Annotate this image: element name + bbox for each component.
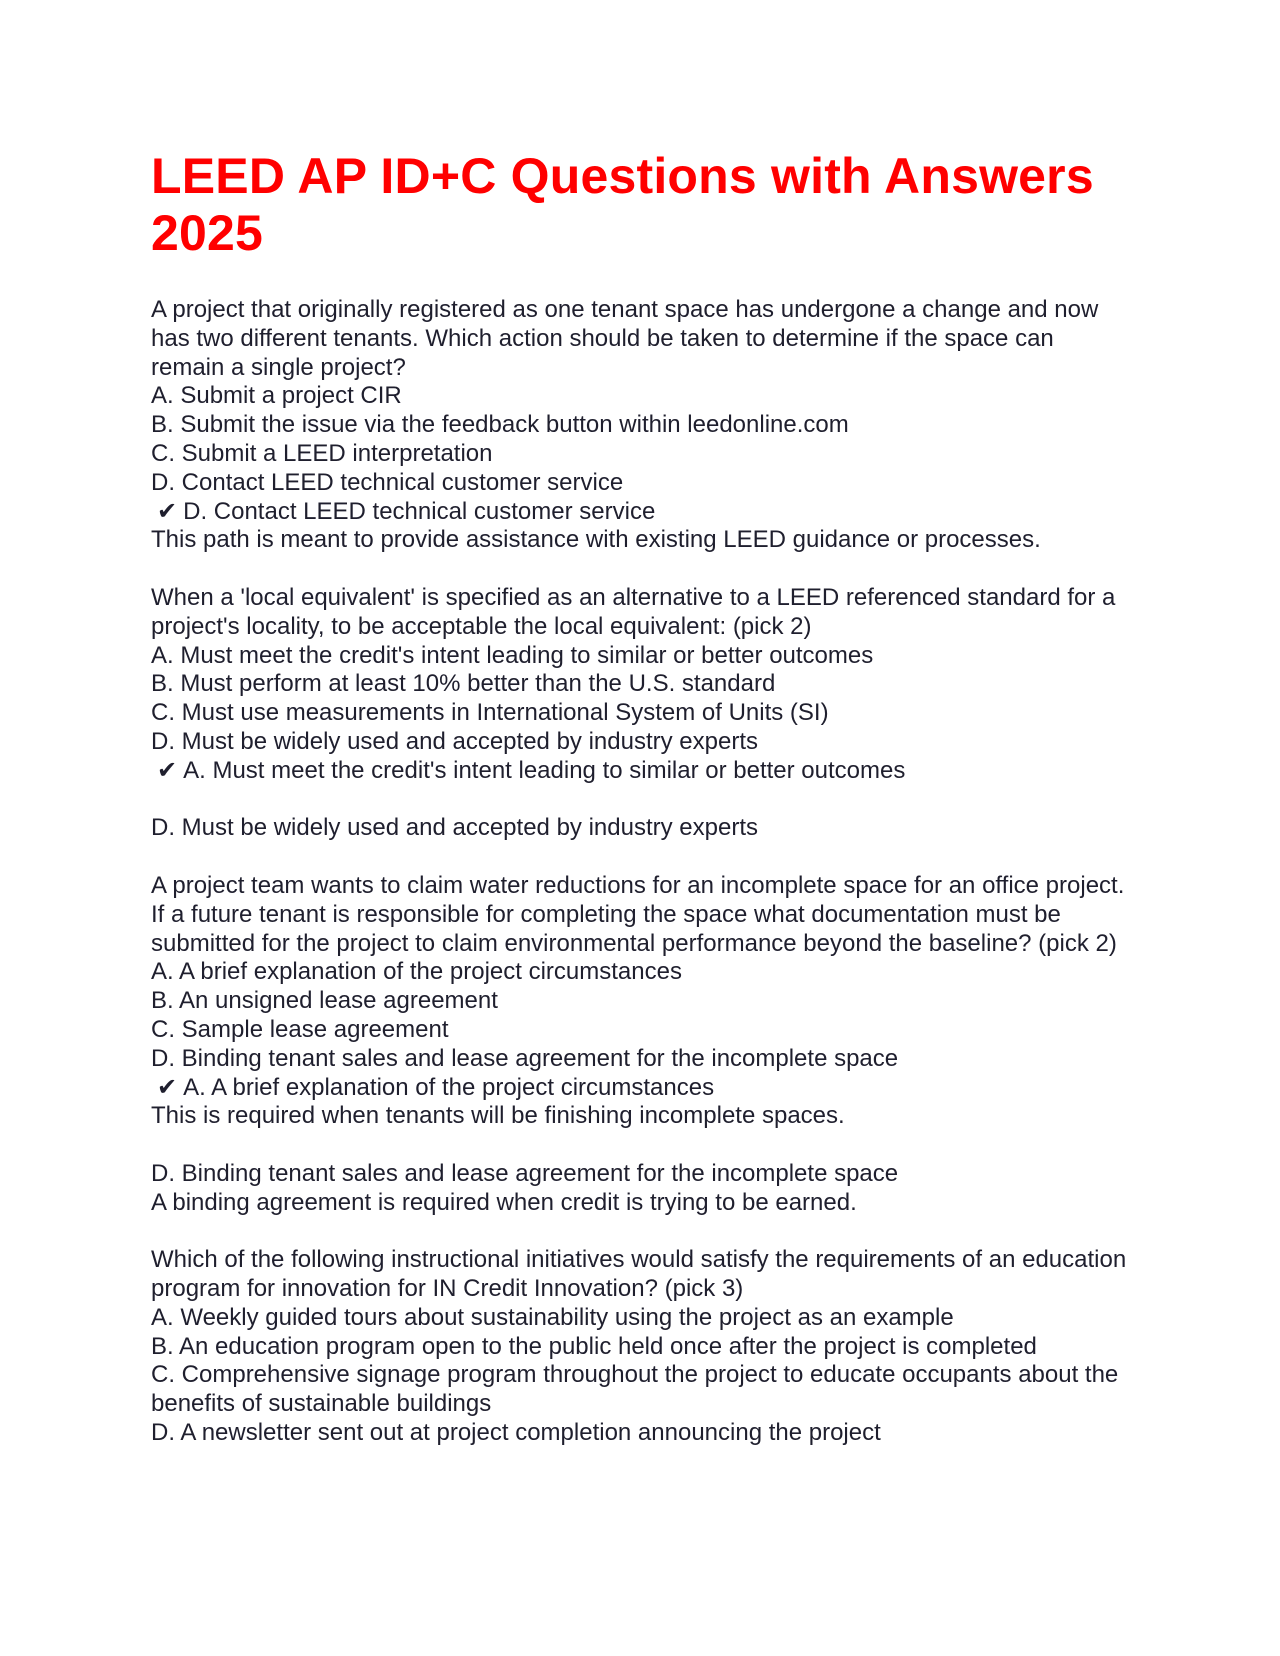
check-mark-icon: ✔ (157, 1073, 178, 1101)
answer-option: A. Submit a project CIR (151, 382, 402, 410)
correct-answer (151, 757, 1131, 786)
answer-option: B. Submit the issue via the feedback button within leedonline.com (151, 411, 849, 439)
document-page (151, 148, 1131, 1448)
question-prompt: Which of the following instructional initiatives would satisfy the requirements of an education program for innovation for IN Credit Innovation? (pick 3) (151, 1246, 1127, 1303)
answer-option: D. Contact LEED technical customer service (151, 468, 624, 496)
question-prompt: A project team wants to claim water reductions for an incomplete space for an office project. If a future tenant is responsible for completing the space what documentation must be submitted for the project to claim environmental performance beyond the baseline? (pick 2) (151, 871, 1125, 957)
answer-option: B. An education program open to the public held once after the project is completed (151, 1332, 1037, 1360)
answer-option: B. An unsigned lease agreement (151, 987, 498, 1015)
answer-option: D. A newsletter sent out at project completion announcing the project (151, 1419, 881, 1447)
answer-explanation: A binding agreement is required when credit is trying to be earned. (151, 1188, 857, 1216)
question-prompt: When a 'local equivalent' is specified as an alternative to a LEED referenced standard for a project's locality, to be acceptable the local equivalent: (pick 2) (151, 583, 1116, 640)
question-block (151, 296, 1131, 555)
answer-option: D. Must be widely used and accepted by industry experts (151, 727, 758, 755)
paragraph-spacer (151, 1131, 1131, 1160)
answer-option: B. Must perform at least 10% better than the U.S. standard (151, 670, 776, 698)
correct-answer-text: A. Must meet the credit's intent leading to similar or better outcomes (183, 756, 906, 784)
correct-answer (151, 1074, 1131, 1103)
question-block (151, 872, 1131, 1218)
answer-option: A. A brief explanation of the project circumstances (151, 958, 682, 986)
paragraph-spacer (151, 555, 1131, 584)
correct-answer-text: D. Contact LEED technical customer service (183, 497, 656, 525)
answer-option: D. Binding tenant sales and lease agreement for the incomplete space (151, 1044, 899, 1072)
page-title: LEED AP ID+C Questions with Answers 2025 (151, 148, 1094, 261)
answer-option: A. Weekly guided tours about sustainability using the project as an example (151, 1303, 954, 1331)
paragraph-spacer (151, 843, 1131, 872)
question-block (151, 1246, 1131, 1448)
answer-option: C. Comprehensive signage program throughout the project to educate occupants about the benefits of sustainable buildings (151, 1361, 1119, 1418)
check-mark-icon: ✔ (157, 497, 178, 525)
answer-explanation: This is required when tenants will be finishing incomplete spaces. (151, 1102, 845, 1130)
correct-answer (151, 498, 1131, 527)
correct-answer-text: A. A brief explanation of the project circumstances (183, 1073, 715, 1101)
answer-option: C. Sample lease agreement (151, 1015, 449, 1043)
question-block (151, 584, 1131, 843)
question-prompt: A project that originally registered as one tenant space has undergone a change and now has two different tenants. Which action should be taken to determine if the space can remain a single project? (151, 296, 1099, 381)
answer-option: A. Must meet the credit's intent leading to similar or better outcomes (151, 641, 874, 669)
paragraph-spacer (151, 1218, 1131, 1247)
correct-answer-text: D. Must be widely used and accepted by industry experts (151, 814, 758, 842)
answer-option: C. Must use measurements in International System of Units (SI) (151, 699, 829, 727)
check-mark-icon: ✔ (157, 756, 178, 784)
paragraph-spacer (151, 786, 1131, 815)
answer-explanation: This path is meant to provide assistance with existing LEED guidance or processes. (151, 526, 1041, 554)
answer-option: C. Submit a LEED interpretation (151, 439, 493, 467)
correct-answer-text: D. Binding tenant sales and lease agreement for the incomplete space (151, 1159, 899, 1187)
